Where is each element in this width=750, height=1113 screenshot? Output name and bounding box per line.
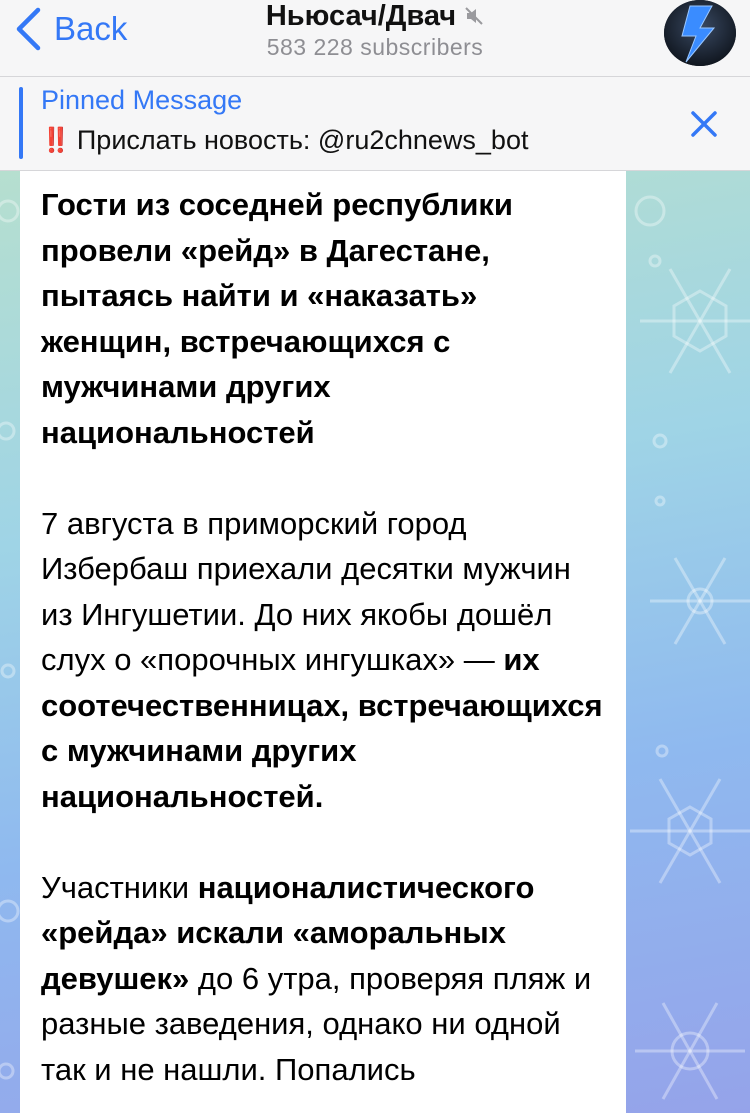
message-paragraph-3 [41,865,611,1093]
close-icon[interactable] [686,106,722,142]
pinned-text-row [41,125,528,156]
channel-title-area[interactable] [0,0,750,61]
paragraph-3-regular-2: до 6 утра, проверяя пляж и разные заведения, однако ни одной так и не нашли. Попались [41,960,592,1087]
back-label: Back [54,10,128,47]
pinned-indicator [19,87,23,159]
message-bubble[interactable] [20,171,626,1113]
paragraph-2-regular: 7 августа в приморский город Избербаш приехали десятки мужчин из Ингушетии. До них якобы дошёл слух о «порочных ингушках» — [41,505,571,677]
double-exclamation-icon: ‼️ [41,127,71,154]
paragraph-3-regular-1: Участники [41,869,198,905]
message-paragraph-2 [41,501,611,820]
subscriber-count: 583 228 subscribers [266,34,484,60]
message-headline: Гости из соседней республики провели «рейд» в Дагестане, пытаясь найти и «наказать» женщин, встречающихся с мужчинами других национальностей [41,187,513,450]
lightning-icon [664,0,736,66]
channel-name: Ньюсач/Двач [265,0,457,32]
channel-avatar[interactable] [664,0,736,66]
paragraph-2-bold: их соотечественницах, встречающихся с мужчинами других национальностей. [41,642,603,814]
pinned-text: Прислать новость: @ru2chnews_bot [76,125,529,155]
message-text [41,182,611,1092]
pinned-title: Pinned Message [41,85,243,115]
paragraph-3-bold-1: националистического «рейда» искали «аморальных девушек» [41,869,535,996]
chat-header [0,0,750,77]
pinned-message-bar[interactable] [0,77,750,171]
muted-speaker-icon [464,6,484,26]
chat-area[interactable] [0,171,750,1113]
